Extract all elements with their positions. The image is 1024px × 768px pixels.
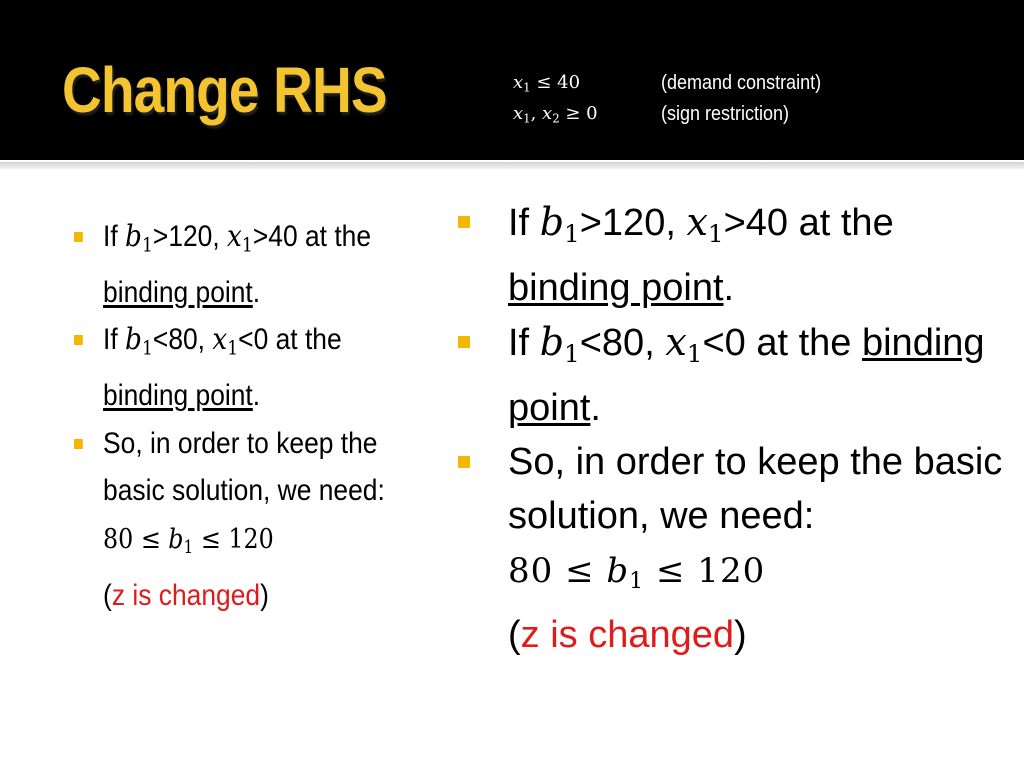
square-bullet-icon	[458, 336, 470, 348]
bullet-list-left	[74, 213, 434, 620]
list-item: So, in order to keep the basic solution, we need: $80 \le b_1 \le 120$ (z is changed)	[456, 435, 1016, 662]
binding-point-link: binding point	[508, 321, 985, 429]
binding-point-link: binding point	[103, 275, 253, 309]
square-bullet-icon	[74, 335, 83, 345]
list-item: If $b_1<80$, $x_1<0$ at the binding point.	[74, 316, 413, 419]
constraints-block	[513, 68, 839, 130]
constraint-label: (sign restriction)	[661, 103, 790, 125]
z-changed-note: z is changed	[111, 579, 261, 613]
square-bullet-icon	[74, 232, 83, 242]
range-inequality: $80 \le b_1 \le 120$	[103, 523, 274, 558]
constraint-label: (demand constraint)	[661, 72, 822, 94]
bullet-list-right	[456, 195, 1016, 662]
z-changed-note: z is changed	[520, 614, 735, 656]
list-item: So, in order to keep the basic solution, we need: $80 \le b_1 \le 120$ (z is changed)	[74, 420, 413, 620]
square-bullet-icon	[74, 439, 83, 449]
header-divider	[0, 162, 1024, 169]
square-bullet-icon	[458, 216, 470, 228]
square-bullet-icon	[458, 456, 470, 468]
list-item: If $b_1>120$, $x_1>40$ at the binding point.	[74, 213, 413, 316]
binding-point-link: binding point	[508, 266, 724, 309]
constraint-row-demand	[513, 68, 839, 99]
list-item: If $b_1<80$, $x_1<0$ at the binding point.	[456, 315, 1016, 435]
constraint-row-sign	[513, 99, 839, 130]
binding-point-link: binding point	[103, 379, 253, 413]
range-inequality: $80 \le b_1 \le 120$	[508, 550, 766, 594]
slide-title: Change RHS	[62, 54, 387, 126]
list-item: If $b_1>120$, $x_1>40$ at the binding point.	[456, 195, 1016, 315]
constraint-math: $x_1 \le 40$	[513, 72, 581, 95]
constraint-math: $x_1$, $x_2 \ge 0$	[513, 103, 598, 126]
